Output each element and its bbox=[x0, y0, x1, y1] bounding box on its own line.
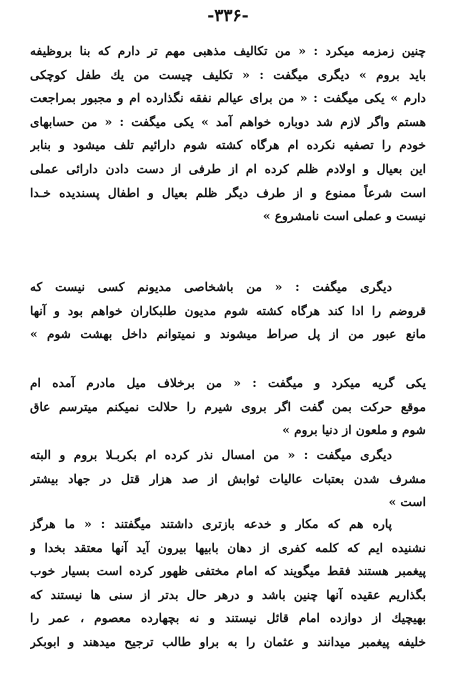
text-line: شوم و ملعون از دنیا بروم » bbox=[282, 423, 426, 438]
text-line: دیگری میگفت : « من امسال نذر کرده ام بکربـلا بروم و البته bbox=[30, 448, 392, 462]
text-line: دارم » یکی میگفت : « من برای عیالم نفقه نگذارده ام و مجبور بمراجعت bbox=[30, 91, 426, 106]
text-line: باید بروم » دیگری میگفت : « تکلیف چیست من یك طفل کوچکی bbox=[30, 67, 426, 82]
text-line: خلیفه پیغمبر میدانند و عثمان را به براو طالب ترجیح میدهند و ابوبکر bbox=[30, 634, 426, 649]
paragraph-5 bbox=[30, 513, 426, 655]
text-line: پیغمبر هستند فقط میگویند که امام مختفی ظهور کرده است بسیار خوب bbox=[30, 564, 426, 579]
paragraph-1 bbox=[30, 40, 426, 229]
text-line: هستم واگر لازم شد دوباره خواهم آمد » یکی میگفت : « من حسابهای bbox=[30, 114, 426, 129]
text-line: پاره هم که مکار و خدعه بازتری داشتند میگفتند : « ما هرگز bbox=[30, 517, 392, 531]
text-line: چنین زمزمه میکرد : « من تکالیف مذهبی مهم تر دارم که بنا بروظیفه bbox=[30, 44, 426, 58]
text-line: بهیچیك از دوازده امام قائل نیستند و نه بچهارده معصوم ، عمر را bbox=[30, 611, 426, 626]
text-line: قروضم را ادا کند هرگاه کشته شوم مدیون طلبکاران خواهم بود و آنها bbox=[30, 303, 426, 318]
text-line: خودم را تصفیه نکرده ام هرگاه کشته شوم دارائیم تلف میشود و بنابر bbox=[30, 138, 426, 153]
text-line: این بعیال و اولادم ظلم کرده ام از طرفی از دست دادن دارائی عملی bbox=[30, 161, 426, 176]
text-line: نشنیده ایم که کلمه کفری از دهان بابیها بیرون آید آنها معتقد بخدا و bbox=[30, 540, 426, 555]
text-line: است » bbox=[388, 495, 426, 510]
paragraph-3 bbox=[30, 372, 426, 443]
text-line: یکی گریه میکرد و میگفت : « من برخلاف میل مادرم آمده ام bbox=[30, 376, 426, 390]
text-line: دیگری میگفت : « من باشخاصی مدیونم کسی نیست که bbox=[30, 280, 392, 294]
text-line: مشرف شدن بعتبات عالیات ثوابش از صد هزار قتل در جهاد بیشتر bbox=[30, 471, 426, 486]
text-line: نیست و عملی است نامشروع » bbox=[262, 209, 426, 224]
paragraph-2 bbox=[30, 276, 426, 347]
text-line: موقع حرکت بمن گفت اگر بروی شیرم را حلالت نمیکنم میترسم عاق bbox=[30, 399, 426, 414]
text-line: مانع عبور من از پل صراط میشوند و نمیتوانم داخل بهشت شوم » bbox=[30, 327, 426, 342]
text-line: است شرعاً ممنوع و از طرف دیگر ظلم بعیال و اطفال پسندیده خـدا bbox=[30, 185, 426, 200]
paragraph-4 bbox=[30, 444, 426, 515]
text-line: بگذاریم عقیده آنها چنین باشد و درهر حال بدتر از سنی ها نیستند که bbox=[30, 587, 426, 602]
page-number: -۳۳۶- bbox=[207, 6, 249, 26]
